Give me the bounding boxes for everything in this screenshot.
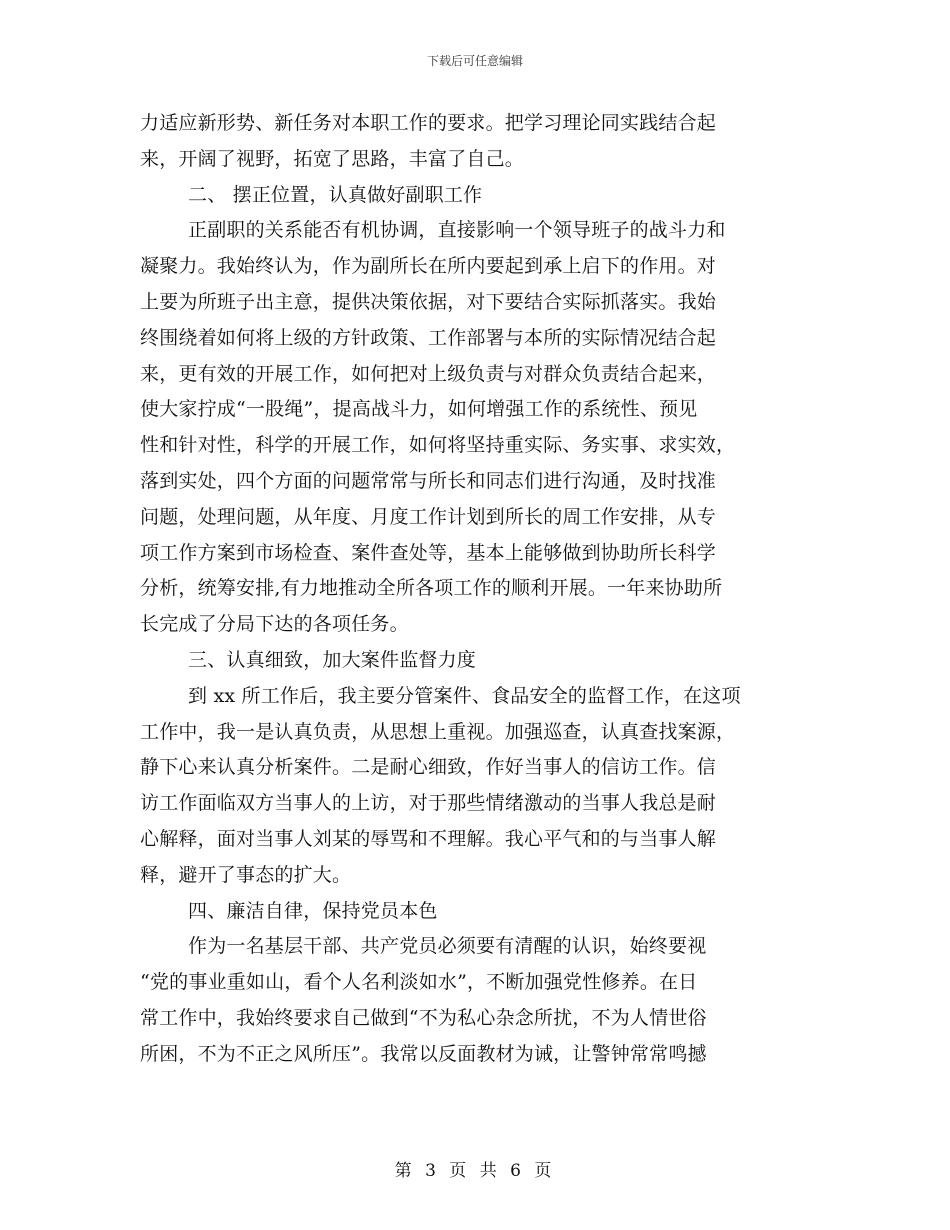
text-line: 工作中，我一是认真负责，从思想上重视。加强巡查，认真查找案源，: [140, 720, 736, 743]
text-line: 终围绕着如何将上级的方针政策、工作部署与本所的实际情况结合起: [140, 326, 717, 349]
text-line: 到 xx 所工作后，我主要分管案件、食品安全的监督工作，在这项: [188, 684, 741, 707]
section-heading: 二、 摆正位置，认真做好副职工作: [188, 183, 483, 206]
text-line: 心解释，面对当事人刘某的辱骂和不理解。我心平气和的与当事人解: [140, 827, 717, 850]
text-line: 正副职的关系能否有机协调，直接影响一个领导班子的战斗力和: [188, 219, 726, 242]
text-line: 凝聚力。我始终认为，作为副所长在所内要起到承上启下的作用。对: [140, 255, 717, 278]
text-line: 问题，处理问题，从年度、月度工作计划到所长的周工作安排，从专: [140, 505, 717, 528]
text-line: 静下心来认真分析案件。二是耐心细致，作好当事人的信访工作。信: [140, 756, 717, 779]
text-line: 性和针对性，科学的开展工作，如何将坚持重实际、务实事、求实效，: [140, 434, 736, 457]
document-body: [140, 106, 805, 1073]
text-line: 力适应新形势、新任务对本职工作的要求。把学习理论同实践结合起: [140, 112, 717, 134]
section-heading: 四、廉洁自律，保持党员本色: [188, 899, 438, 922]
section-heading: 三、认真细致，加大案件监督力度: [188, 648, 477, 671]
text-line: 上要为所班子出主意，提供决策依据，对下要结合实际抓落实。我始: [140, 290, 717, 313]
text-line: “党的事业重如山，看个人名利淡如水”，不断加强党性修养。在日: [140, 971, 698, 994]
text-line: 项工作方案到市场检查、案件查处等，基本上能够做到协助所长科学: [140, 541, 717, 564]
text-line: 使大家拧成“一股绳”，提高战斗力，如何增强工作的系统性、预见: [140, 398, 698, 421]
text-line: 访工作面临双方当事人的上访，对于那些情绪激动的当事人我总是耐: [140, 792, 717, 815]
text-line: 来，开阔了视野，拓宽了思路，丰富了自己。: [140, 147, 525, 170]
text-line: 来，更有效的开展工作，如何把对上级负责与对群众负责结合起来，: [140, 362, 717, 385]
page-header: 下载后可任意编辑: [426, 54, 523, 68]
text-line: 释，避开了事态的扩大。: [140, 863, 352, 886]
page-number: 第 3 页 共 6 页: [394, 1161, 556, 1181]
text-line: 所困，不为不正之风所压”。我常以反面教材为诫，让警钟常常鸣撼: [140, 1042, 707, 1065]
text-line: 长完成了分局下达的各项任务。: [140, 613, 409, 636]
text-line: 分析，统筹安排,有力地推动全所各项工作的顺利开展。一年来协助所: [140, 577, 723, 600]
text-line: 作为一名基层干部、共产党员必须要有清醒的认识，始终要视: [188, 935, 707, 958]
text-line: 落到实处，四个方面的问题常常与所长和同志们进行沟通，及时找准: [140, 469, 717, 492]
text-line: 常工作中，我始终要求自己做到“不为私心杂念所扰，不为人情世俗: [140, 1006, 707, 1029]
